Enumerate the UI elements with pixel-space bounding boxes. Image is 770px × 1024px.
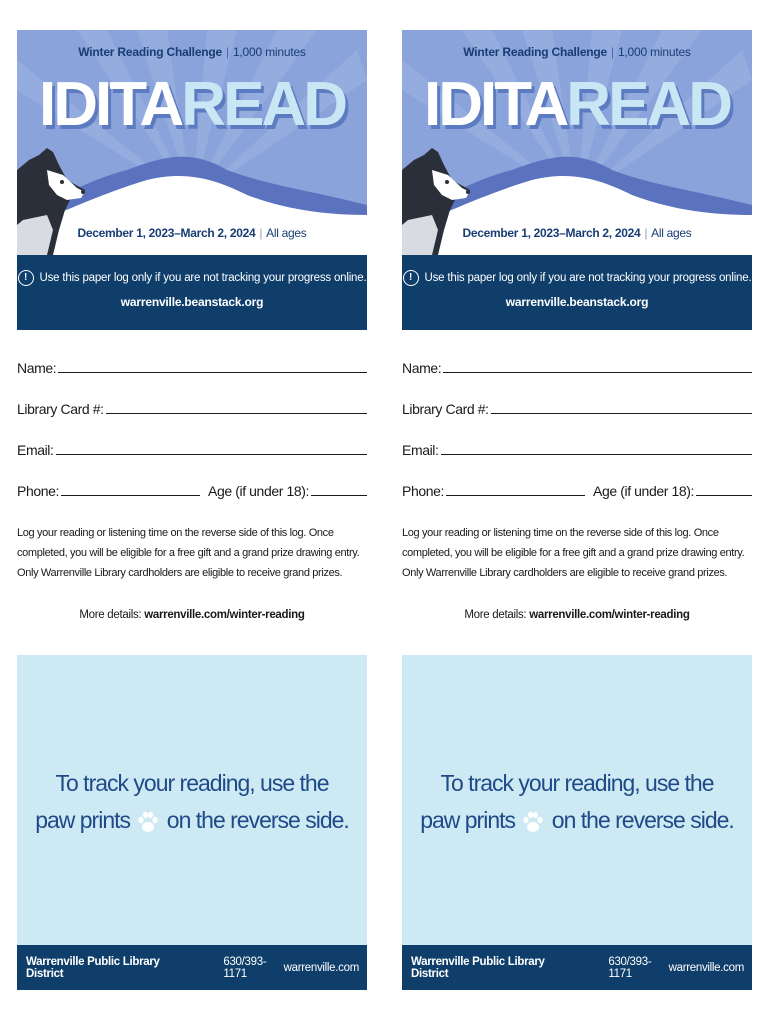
phone-line[interactable]	[446, 495, 585, 496]
instructions-text: Log your reading or listening time on the reverse side of this log. Once completed, you will be eligible for a free gift and a grand prize drawing entry. Only Warrenville Library cardholders are eligible to receive grand prizes.	[17, 527, 360, 579]
reverse-reminder-panel	[17, 655, 367, 990]
library-phone[interactable]: 630/393-1171	[608, 955, 652, 980]
reminder-line2b: on the reverse side.	[166, 807, 349, 833]
challenge-name: Winter Reading Challenge	[78, 45, 223, 59]
library-name: Warrenville Public Library District	[411, 955, 545, 980]
library-card-field[interactable]	[17, 376, 367, 417]
phone-label: Phone:	[402, 483, 444, 499]
library-website[interactable]: warrenville.com	[668, 961, 744, 974]
reading-log-card-left	[17, 30, 367, 990]
challenge-minutes: 1,000 minutes	[617, 45, 691, 59]
reminder-line2b: on the reverse side.	[551, 807, 734, 833]
title-part1: IDITA	[424, 70, 567, 139]
reading-log-card-right	[402, 30, 752, 990]
paw-icon	[137, 810, 159, 834]
reverse-reminder	[402, 765, 752, 839]
name-line[interactable]	[58, 372, 367, 373]
alert-circle-icon: !	[403, 270, 419, 286]
title-part2: READ	[181, 70, 345, 139]
divider: |	[259, 226, 263, 240]
iditaread-title	[402, 70, 752, 140]
library-phone[interactable]: 630/393-1171	[223, 955, 267, 980]
more-label: More details:	[79, 609, 142, 621]
challenge-heading	[17, 45, 367, 59]
library-card-label: Library Card #:	[17, 401, 104, 417]
divider: |	[611, 45, 614, 59]
hero-banner	[17, 30, 367, 255]
notice-text: Use this paper log only if you are not tracking your progress online.	[424, 272, 752, 284]
reverse-reminder	[17, 765, 367, 839]
name-label: Name:	[17, 360, 57, 376]
online-notice	[17, 255, 367, 330]
library-card-field[interactable]	[402, 376, 752, 417]
library-card-line[interactable]	[491, 413, 752, 414]
challenge-dates	[402, 226, 752, 240]
hero-banner	[402, 30, 752, 255]
library-name: Warrenville Public Library District	[26, 955, 160, 980]
online-notice	[402, 255, 752, 330]
name-field[interactable]	[402, 355, 752, 376]
phone-age-field[interactable]	[17, 458, 367, 499]
iditaread-title	[17, 70, 367, 140]
reminder-line1: To track your reading, use the	[440, 770, 714, 796]
instructions-text: Log your reading or listening time on the reverse side of this log. Once completed, you will be eligible for a free gift and a grand prize drawing entry. Only Warrenville Library cardholders are eligible to receive grand prizes.	[402, 527, 745, 579]
email-label: Email:	[17, 442, 54, 458]
name-line[interactable]	[443, 372, 752, 373]
age-range: All ages	[651, 226, 692, 240]
beanstack-link[interactable]: warrenville.beanstack.org	[120, 295, 264, 309]
email-label: Email:	[402, 442, 439, 458]
email-field[interactable]	[17, 417, 367, 458]
divider: |	[644, 226, 648, 240]
winter-scene-illustration	[17, 30, 367, 255]
age-label: Age (if under 18):	[208, 483, 309, 499]
email-line[interactable]	[56, 454, 368, 455]
name-field[interactable]	[17, 355, 367, 376]
divider: |	[226, 45, 229, 59]
email-field[interactable]	[402, 417, 752, 458]
name-label: Name:	[402, 360, 442, 376]
phone-line[interactable]	[61, 495, 200, 496]
details-link[interactable]: warrenville.com/winter-reading	[529, 609, 690, 621]
phone-label: Phone:	[17, 483, 59, 499]
challenge-dates	[17, 226, 367, 240]
email-line[interactable]	[441, 454, 753, 455]
paw-icon	[522, 810, 544, 834]
more-details	[402, 609, 752, 621]
library-card-label: Library Card #:	[402, 401, 489, 417]
more-label: More details:	[464, 609, 527, 621]
age-line[interactable]	[696, 495, 752, 496]
notice-text: Use this paper log only if you are not tracking your progress online.	[39, 272, 367, 284]
reminder-line2a: paw prints	[35, 807, 131, 833]
reverse-reminder-panel	[402, 655, 752, 990]
challenge-name: Winter Reading Challenge	[463, 45, 608, 59]
winter-scene-illustration	[402, 30, 752, 255]
date-range: December 1, 2023–March 2, 2024	[462, 226, 641, 240]
reminder-line1: To track your reading, use the	[55, 770, 329, 796]
challenge-minutes: 1,000 minutes	[232, 45, 306, 59]
more-details	[17, 609, 367, 621]
challenge-heading	[402, 45, 752, 59]
title-part1: IDITA	[39, 70, 182, 139]
age-line[interactable]	[311, 495, 367, 496]
library-footer	[402, 945, 752, 990]
registration-form	[402, 355, 752, 499]
age-label: Age (if under 18):	[593, 483, 694, 499]
date-range: December 1, 2023–March 2, 2024	[77, 226, 256, 240]
library-footer	[17, 945, 367, 990]
age-range: All ages	[266, 226, 307, 240]
library-card-line[interactable]	[106, 413, 367, 414]
phone-age-field[interactable]	[402, 458, 752, 499]
library-website[interactable]: warrenville.com	[283, 961, 359, 974]
details-link[interactable]: warrenville.com/winter-reading	[144, 609, 305, 621]
reminder-line2a: paw prints	[420, 807, 516, 833]
registration-form	[17, 355, 367, 499]
alert-circle-icon: !	[18, 270, 34, 286]
beanstack-link[interactable]: warrenville.beanstack.org	[505, 295, 649, 309]
title-part2: READ	[566, 70, 730, 139]
